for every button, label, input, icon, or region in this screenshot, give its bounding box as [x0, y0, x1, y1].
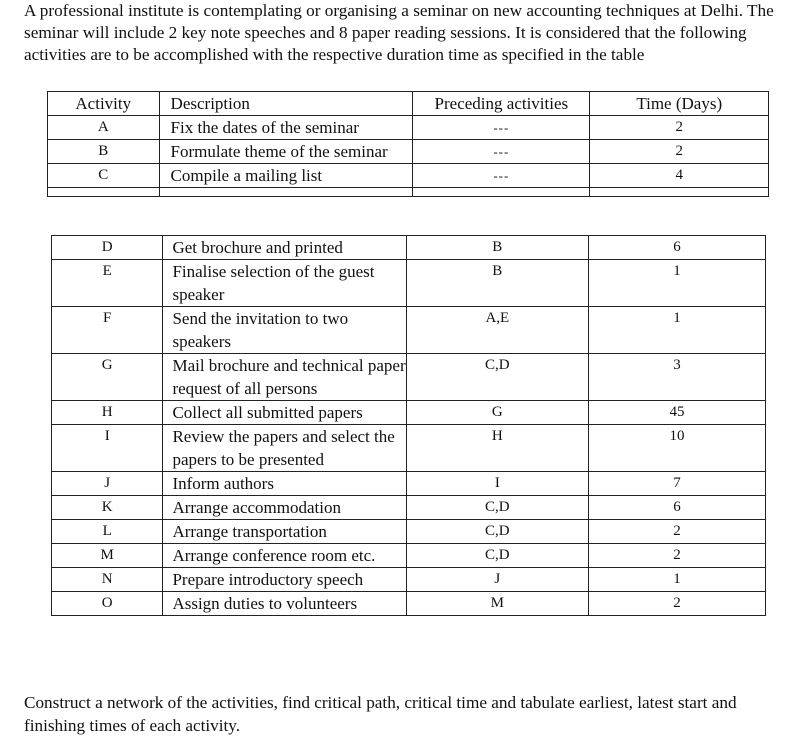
activity-cell: A: [48, 116, 160, 140]
table-row: [52, 307, 766, 354]
activity-cell: D: [52, 236, 163, 260]
activity-table-top: [47, 91, 769, 197]
time-cell: 1: [588, 260, 765, 307]
time-cell: 2: [590, 140, 769, 164]
preceding-cell: C,D: [406, 496, 588, 520]
activity-cell: O: [52, 592, 163, 616]
activity-cell: L: [52, 520, 163, 544]
activity-cell: M: [52, 544, 163, 568]
description-cell: Fix the dates of the seminar: [159, 116, 413, 140]
activity-cell: G: [52, 354, 163, 401]
description-cell: Compile a mailing list: [159, 164, 413, 188]
time-cell: 4: [590, 164, 769, 188]
time-cell: 1: [588, 307, 765, 354]
activity-cell: H: [52, 401, 163, 425]
description-cell: Review the papers and select the papers to be presented: [163, 425, 406, 472]
table-row: [52, 236, 766, 260]
description-cell: Finalise selection of the guest speaker: [163, 260, 406, 307]
description-cell: Inform authors: [163, 472, 406, 496]
time-cell: 2: [590, 116, 769, 140]
time-cell: 7: [588, 472, 765, 496]
description-cell: Get brochure and printed: [163, 236, 406, 260]
preceding-cell: B: [406, 260, 588, 307]
preceding-cell: ---: [413, 116, 590, 140]
table-row: [48, 164, 769, 188]
preceding-cell: B: [406, 236, 588, 260]
activity-cell: K: [52, 496, 163, 520]
header-time: Time (Days): [590, 92, 769, 116]
preceding-cell: C,D: [406, 520, 588, 544]
description-cell: Arrange conference room etc.: [163, 544, 406, 568]
table-row: [52, 472, 766, 496]
preceding-cell: C,D: [406, 354, 588, 401]
description-cell: Prepare introductory speech: [163, 568, 406, 592]
time-cell: 2: [588, 544, 765, 568]
preceding-cell: C,D: [406, 544, 588, 568]
table-row: [52, 520, 766, 544]
preceding-cell: A,E: [406, 307, 588, 354]
time-cell: 6: [588, 496, 765, 520]
activity-cell: E: [52, 260, 163, 307]
table-row: [52, 496, 766, 520]
table-row: [52, 260, 766, 307]
spacer-cell: [159, 188, 413, 197]
table-row: [52, 592, 766, 616]
preceding-cell: H: [406, 425, 588, 472]
activity-cell: J: [52, 472, 163, 496]
activity-cell: F: [52, 307, 163, 354]
description-cell: Mail brochure and technical paper request of all persons: [163, 354, 406, 401]
preceding-cell: ---: [413, 164, 590, 188]
spacer-cell: [48, 188, 160, 197]
spacer-cell: [590, 188, 769, 197]
description-cell: Formulate theme of the seminar: [159, 140, 413, 164]
activity-cell: C: [48, 164, 160, 188]
preceding-cell: I: [406, 472, 588, 496]
time-cell: 2: [588, 520, 765, 544]
time-cell: 6: [588, 236, 765, 260]
activity-cell: N: [52, 568, 163, 592]
time-cell: 45: [588, 401, 765, 425]
time-cell: 10: [588, 425, 765, 472]
header-preceding: Preceding activities: [413, 92, 590, 116]
description-cell: Collect all submitted papers: [163, 401, 406, 425]
table-row: [52, 354, 766, 401]
preceding-cell: G: [406, 401, 588, 425]
table-row: [52, 568, 766, 592]
table-row: [52, 425, 766, 472]
header-description: Description: [159, 92, 413, 116]
activity-table-bottom: [51, 235, 766, 616]
preceding-cell: J: [406, 568, 588, 592]
table-row: [48, 116, 769, 140]
activity-cell: B: [48, 140, 160, 164]
time-cell: 2: [588, 592, 765, 616]
spacer-cell: [413, 188, 590, 197]
table-row: [52, 544, 766, 568]
description-cell: Arrange transportation: [163, 520, 406, 544]
table-header-row: [48, 92, 769, 116]
description-cell: Assign duties to volunteers: [163, 592, 406, 616]
header-activity: Activity: [48, 92, 160, 116]
preceding-cell: ---: [413, 140, 590, 164]
activity-cell: I: [52, 425, 163, 472]
table-spacer-row: [48, 188, 769, 197]
preceding-cell: M: [406, 592, 588, 616]
time-cell: 3: [588, 354, 765, 401]
table-row: [48, 140, 769, 164]
table-row: [52, 401, 766, 425]
description-cell: Send the invitation to two speakers: [163, 307, 406, 354]
description-cell: Arrange accommodation: [163, 496, 406, 520]
problem-statement: A professional institute is contemplating or organising a seminar on new accounting techniques at Delhi. The seminar will include 2 key note speeches and 8 paper reading sessions. It is considered that the following activities are to be accomplished with the respective duration time as specified in the table: [24, 1, 774, 65]
time-cell: 1: [588, 568, 765, 592]
question-text: Construct a network of the activities, find critical path, critical time and tabulate earliest, latest start and finishing times of each activity.: [24, 693, 737, 735]
